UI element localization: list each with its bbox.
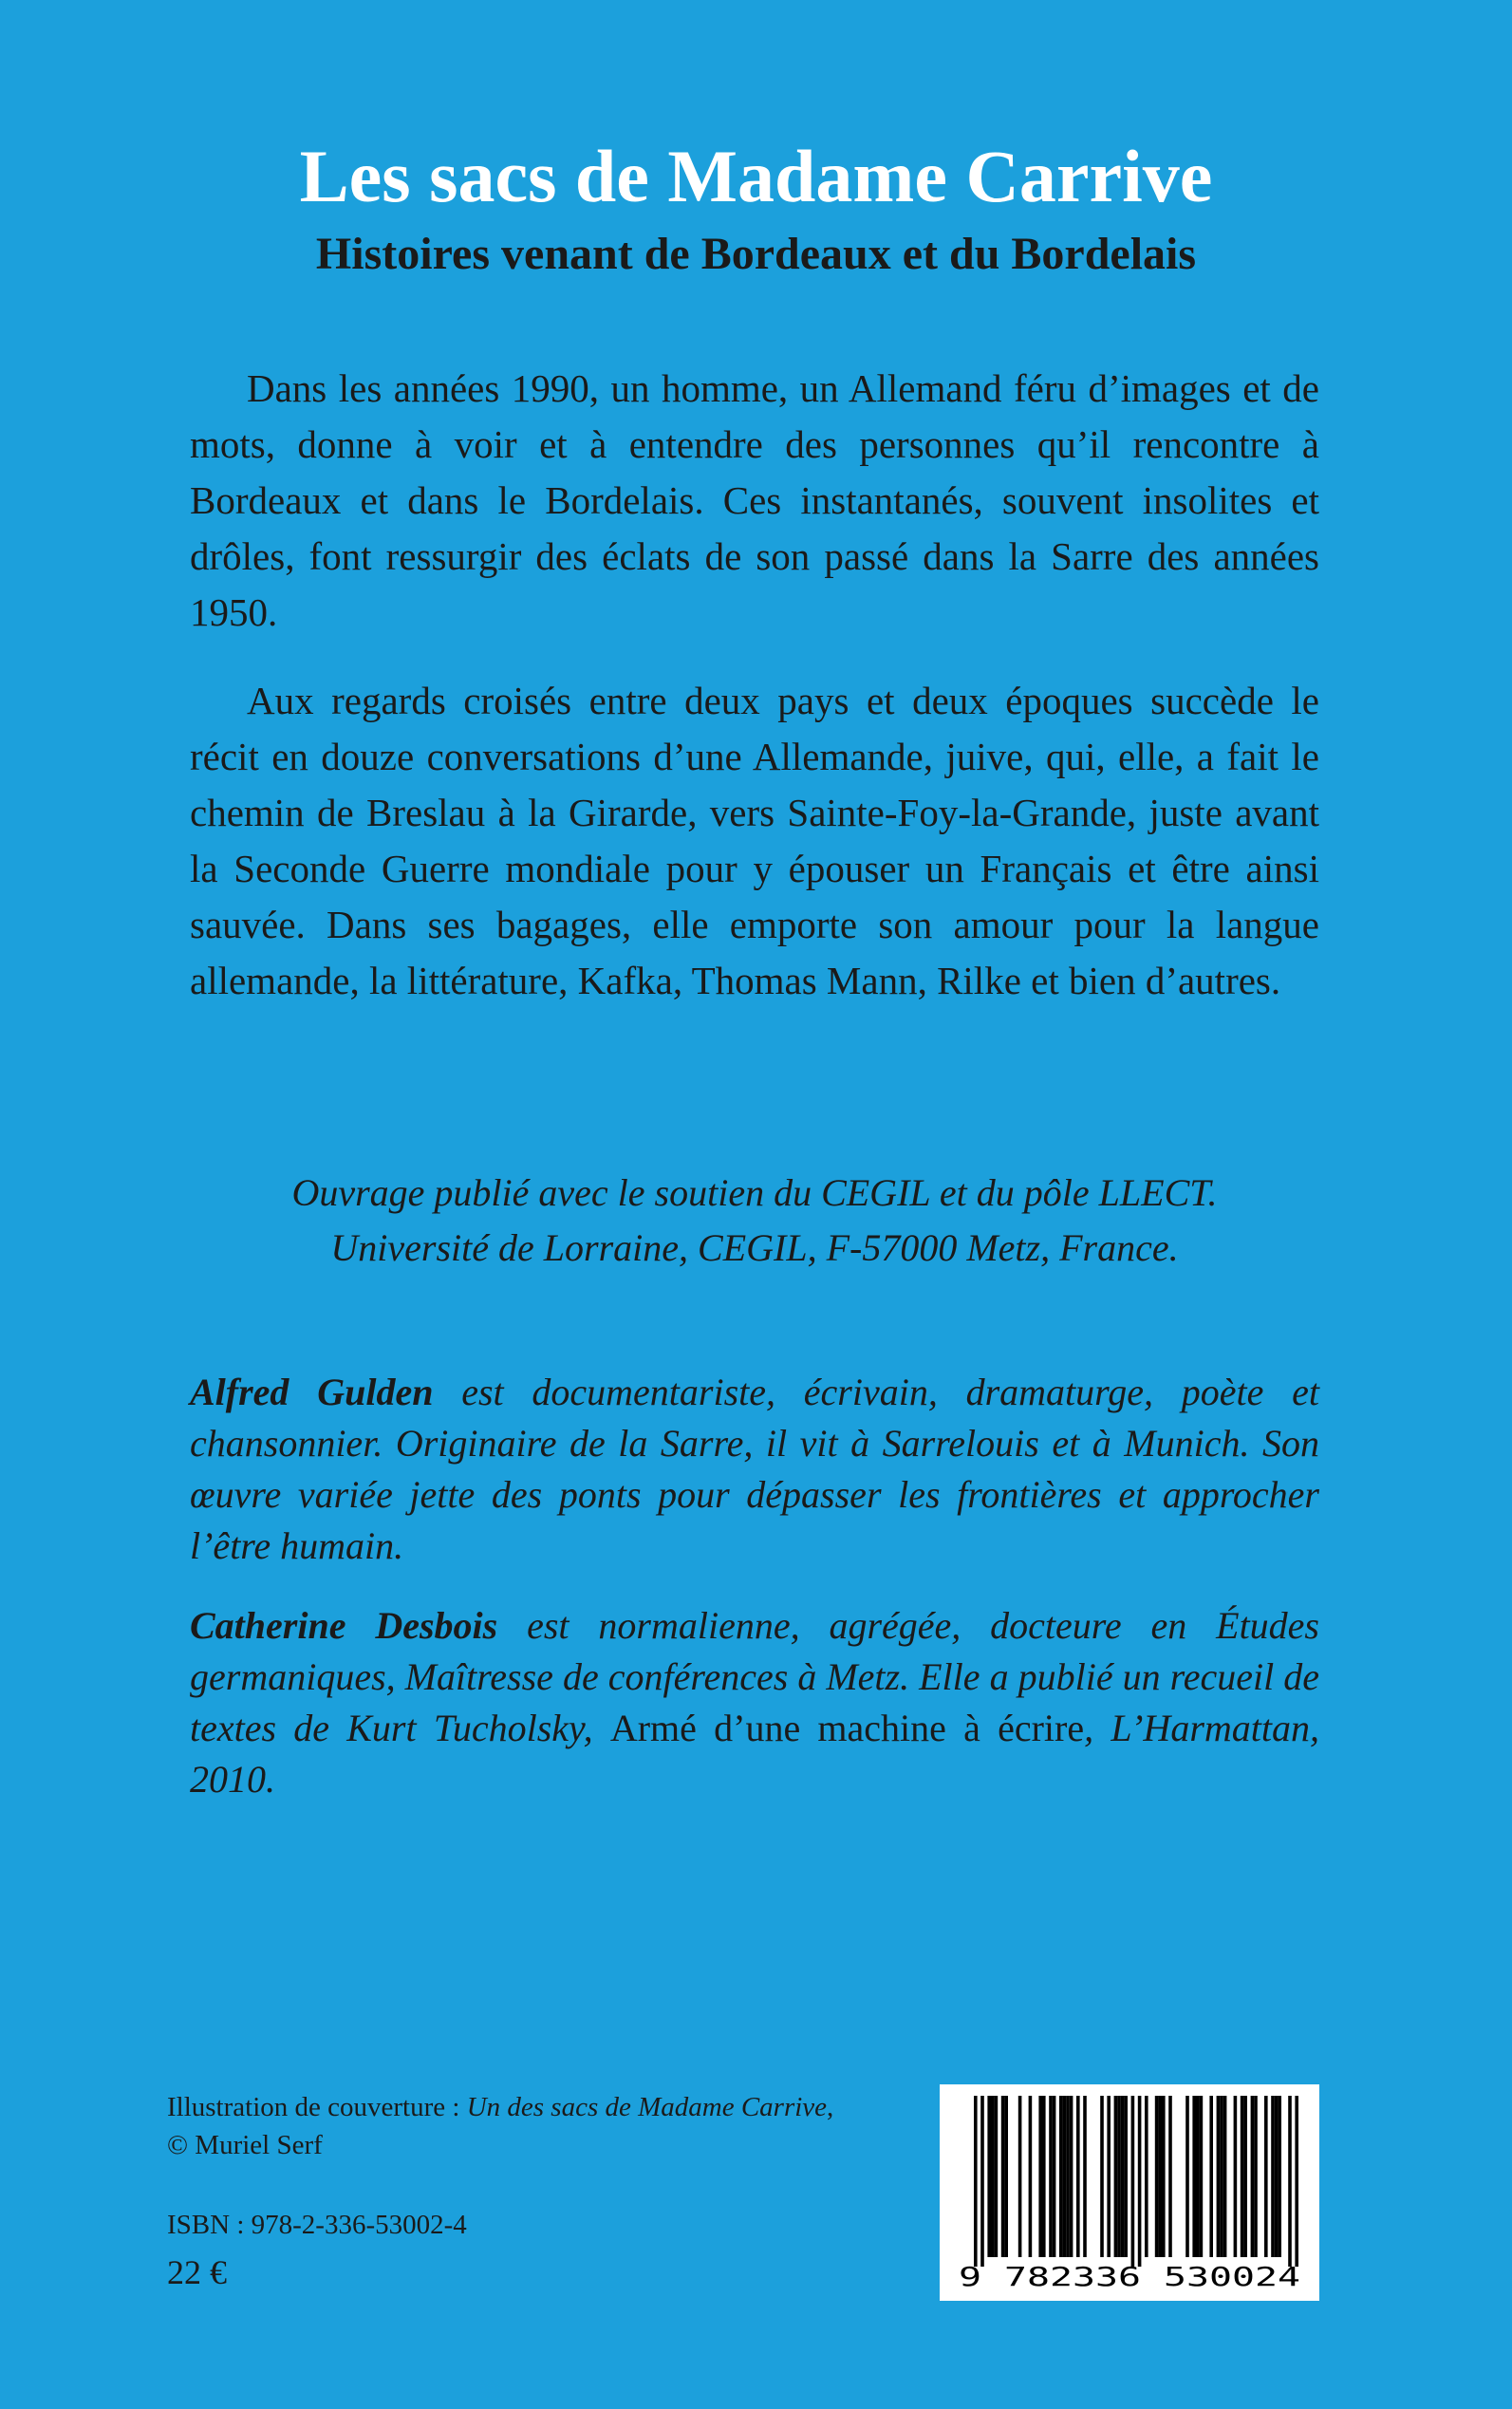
author-bios [190,1367,1319,1834]
barcode-bar [1038,2096,1042,2257]
barcode-bar [1053,2096,1056,2257]
barcode-bar [1209,2096,1213,2257]
barcode-bar [1241,2096,1244,2257]
barcode-bar [995,2096,999,2257]
book-reference: Armé d’une machine à écrire [609,1707,1085,1749]
barcode-bar [1018,2096,1022,2257]
barcode-bar [1271,2096,1275,2257]
barcode-bar [991,2096,995,2257]
barcode-bar [1121,2096,1125,2257]
barcode-bar [1107,2096,1111,2257]
author-bio-text: , L’Harmattan, 2010. [190,1707,1319,1801]
barcode-bar [1049,2096,1053,2257]
barcode-bar [1251,2096,1255,2257]
author-bio-text: est documentariste, écrivain, dramaturge, poète et chansonnier. Originaire de la Sarre, il vit à Sarrelouis et à Munich. Son œuvre variée jette des ponts pour dépasser les frontières et approcher l’être humain. [190,1371,1320,1567]
barcode [940,2084,1319,2301]
barcode-bar [1004,2096,1008,2257]
author-bio [190,1600,1319,1805]
support-line: Université de Lorraine, CEGIL, F-57000 Metz, France. [330,1226,1179,1269]
price: 22 € [167,2253,227,2291]
author-bio [190,1367,1319,1572]
author-name: Alfred Gulden [190,1371,434,1413]
barcode-bar [987,2096,991,2257]
barcode-bar [1059,2096,1063,2257]
barcode-digits: 9 782336 530024 [959,2261,1300,2292]
barcode-bar [1264,2096,1268,2257]
barcode-bar [1278,2096,1281,2257]
barcode-bar [1029,2096,1033,2257]
barcode-bar [1083,2096,1087,2257]
barcode-bar [1131,2096,1135,2267]
synopsis [190,361,1319,1041]
barcode-bar [1063,2096,1067,2257]
barcode-bars [974,2096,1298,2267]
barcode-bar [974,2096,978,2267]
illustration-credit [167,2088,926,2126]
barcode-bar [1076,2096,1080,2257]
illustration-copyright: © Muriel Serf [167,2130,323,2160]
barcode-bar [1196,2096,1200,2257]
barcode-bar [1217,2096,1221,2257]
barcode-graphic [940,2084,1319,2301]
book-subtitle: Histoires venant de Bordeaux et du Bordelais [315,229,1197,279]
barcode-bar [1001,2096,1005,2257]
barcode-bar [1220,2096,1223,2257]
barcode-bar [1155,2096,1159,2257]
barcode-bar [1295,2096,1298,2267]
isbn: ISBN : 978-2-336-53002-4 [167,2210,467,2240]
illustration-separator: , [827,2092,834,2122]
barcode-bar [1223,2096,1227,2257]
barcode-bar [1168,2096,1172,2257]
author-bio-text: est normalienne, agrégée, docteure en Études germaniques, Maîtresse de conférences à Metz. Elle a publié un recueil de textes de Kurt Tucholsky, [190,1604,1319,1749]
barcode-bar [1162,2096,1166,2257]
illustration-title: Un des sacs de Madame Carrive [466,2092,828,2122]
synopsis-paragraph: Aux regards croisés entre deux pays et deux époques succède le récit en douze conversations d’une Allemande, juive, qui, elle, a fait le chemin de Breslau à la Girarde, vers Sainte-Foy-la-Grande, juste avant la Seconde Guerre mondiale pour y épouser un Français et être ainsi sauvée. Dans ses bagages, elle emporte son amour pour la langue allemande, la littérature, Kafka, Thomas Mann, Rilke et bien d’autres. [190,679,1319,1002]
barcode-bar [1254,2096,1258,2257]
barcode-bar [1200,2096,1204,2257]
barcode-bar [1158,2096,1162,2257]
author-name: Catherine Desbois [190,1604,498,1647]
barcode-bar [1114,2096,1118,2257]
barcode-bar [1070,2096,1073,2257]
barcode-bar [1275,2096,1279,2257]
illustration-label: Illustration de couverture : [167,2092,467,2122]
barcode-bar [1138,2096,1142,2267]
barcode-bar [1185,2096,1189,2257]
credits [167,2088,926,2295]
barcode-bar [1066,2096,1070,2257]
barcode-bar [1124,2096,1128,2257]
barcode-bar [1117,2096,1121,2257]
book-title: Les sacs de Madame Carrive [299,135,1213,217]
barcode-bar [1288,2096,1292,2267]
barcode-bar [1145,2096,1148,2257]
support-line: Ouvrage publié avec le soutien du CEGIL et du pôle LLECT. [291,1171,1218,1214]
barcode-bar [1100,2096,1104,2257]
support-notice [190,1166,1319,1276]
barcode-bar [980,2096,984,2267]
barcode-bar [1042,2096,1046,2257]
barcode-bar [1234,2096,1238,2257]
barcode-bar [1192,2096,1196,2257]
barcode-bar [1243,2096,1247,2257]
synopsis-paragraph: Dans les années 1990, un homme, un Allemand féru d’images et de mots, donne à voir et à entendre des personnes qu’il rencontre à Bordeaux et dans le Bordelais. Ces instantanés, souvent insolites et drôles, font ressurgir des éclats de son passé dans la Sarre des années 1950. [190,366,1319,634]
